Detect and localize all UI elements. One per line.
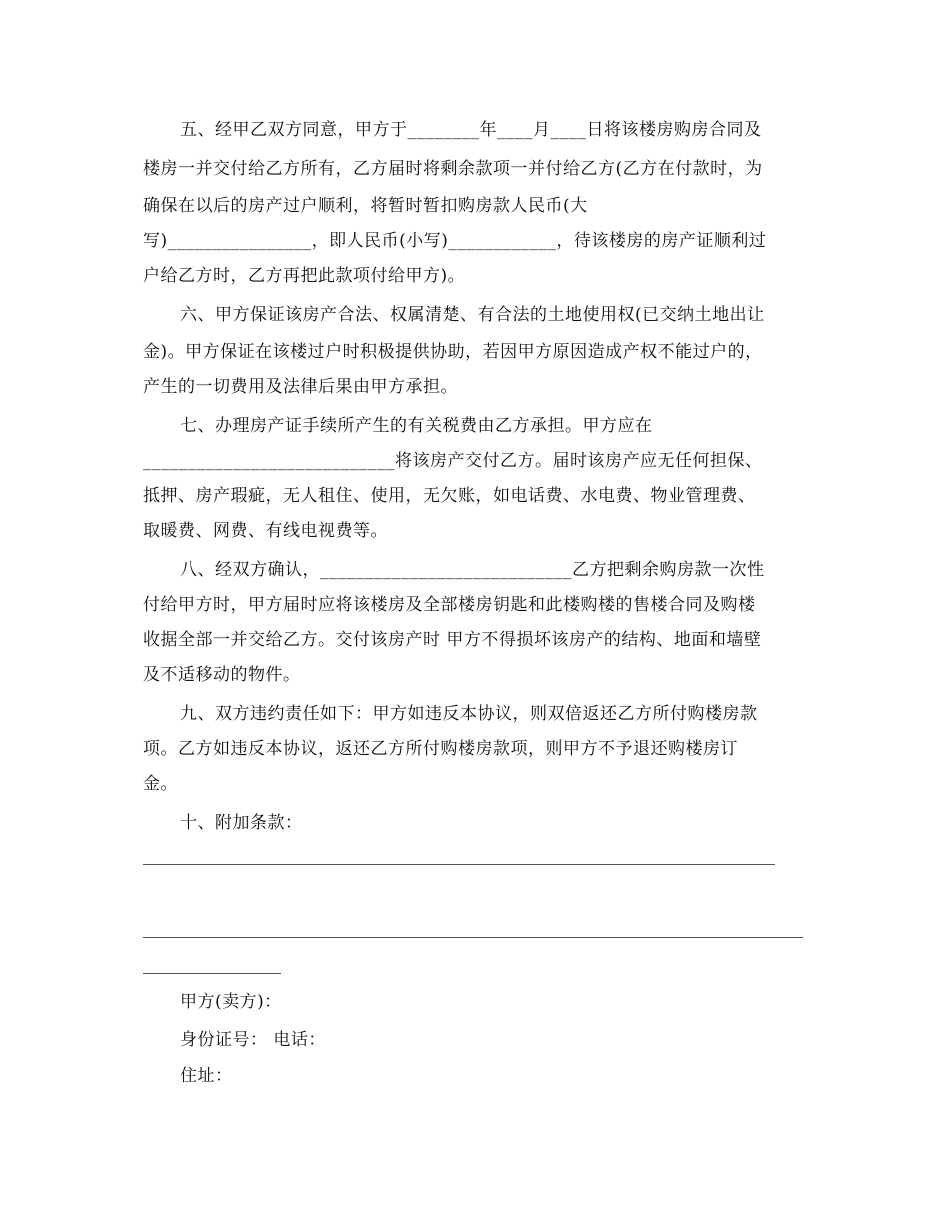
clause-5-line-2: 楼房一并交付给乙方所有，乙方届时将剩余款项一并付给乙方(乙方在付款时，为 bbox=[143, 159, 763, 179]
clause-9-line-1: 九、双方违约责任如下：甲方如违反本协议，则双倍返还乙方所付购楼房款 bbox=[180, 704, 758, 724]
clause-8-line-2: 付给甲方时，甲方届时应将该楼房及全部楼房钥匙和此楼购楼的售楼合同及购楼 bbox=[143, 595, 756, 615]
clause-5-line-4: 写)________________，即人民币(小写)____________，待该楼房的房产证顺利过 bbox=[143, 231, 767, 251]
clause-7-line-3: 抵押、房产瑕疵，无人租住、使用，无欠账，如电话费、水电费、物业管理费、 bbox=[143, 486, 756, 506]
id-number-phone-label: 身份证号： 电话： bbox=[180, 1030, 326, 1050]
clause-9-line-2: 项。乙方如违反本协议，返还乙方所付购楼房款项，则甲方不予退还购楼房订 bbox=[143, 739, 738, 759]
address-label: 住址： bbox=[180, 1066, 233, 1086]
additional-terms-blank-line-3 bbox=[143, 973, 281, 974]
clause-6-line-3: 产生的一切费用及法律后果由甲方承担。 bbox=[143, 377, 458, 397]
clause-8-line-4: 及不适移动的物件。 bbox=[143, 665, 301, 685]
clause-5-line-5: 户给乙方时，乙方再把此款项付给甲方)。 bbox=[143, 266, 466, 286]
clause-6-line-2: 金)。甲方保证在该楼过户时积极提供协助，若因甲方原因造成产权不能过户的， bbox=[143, 342, 763, 362]
clause-8-line-1: 八、经双方确认，____________________________乙方把剩余购房款一次性 bbox=[180, 560, 765, 580]
clause-7-line-4: 取暖费、网费、有线电视费等。 bbox=[143, 521, 388, 541]
clause-5-line-1: 五、经甲乙双方同意，甲方于________年____月____日将该楼房购房合同及 bbox=[180, 120, 762, 140]
additional-terms-blank-line-1 bbox=[143, 864, 775, 865]
clause-6-line-1: 六、甲方保证该房产合法、权属清楚、有合法的土地使用权(已交纳土地出让 bbox=[180, 305, 765, 325]
clause-10-heading: 十、附加条款： bbox=[180, 813, 303, 833]
clause-7-line-1: 七、办理房产证手续所产生的有关税费由乙方承担。甲方应在 bbox=[180, 416, 653, 436]
additional-terms-blank-line-2 bbox=[143, 937, 803, 938]
clause-7-line-2: ____________________________将该房产交付乙方。届时该房产应无任何担保、 bbox=[143, 451, 763, 471]
clause-5-line-3: 确保在以后的房产过户顺利，将暂时暂扣购房款人民币(大 bbox=[143, 196, 588, 216]
party-a-seller-label: 甲方(卖方)： bbox=[180, 992, 282, 1012]
clause-8-line-3: 收据全部一并交给乙方。交付该房产时 甲方不得损坏该房产的结构、地面和墙壁 bbox=[143, 630, 762, 650]
clause-9-line-3: 金。 bbox=[143, 774, 178, 794]
